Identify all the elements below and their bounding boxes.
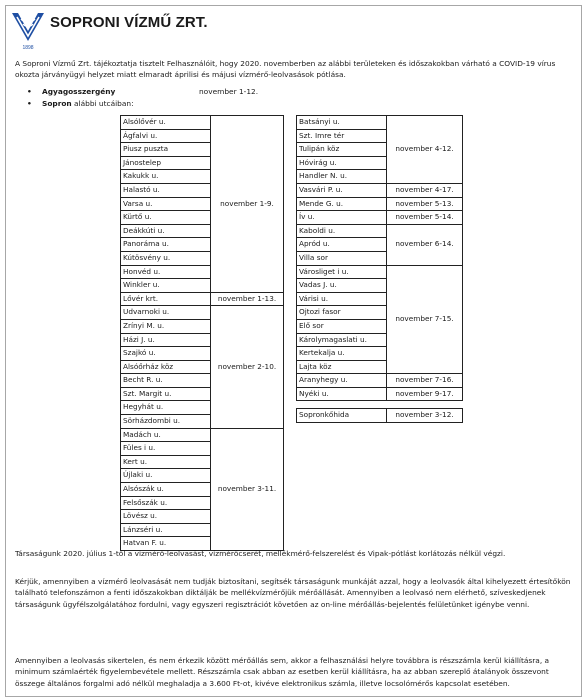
street-cell: Ágfalvi u. <box>121 129 211 143</box>
date-cell: november 7-15. <box>387 265 463 374</box>
street-cell: Zrínyi M. u. <box>121 319 211 333</box>
street-cell: Honvéd u. <box>121 265 211 279</box>
date-cell: november 4-12. <box>387 116 463 184</box>
street-cell: Winkler u. <box>121 279 211 293</box>
street-cell: Madách u. <box>121 428 211 442</box>
street-cell: Füles i u. <box>121 442 211 456</box>
date-cell: november 5-14. <box>387 211 463 225</box>
street-cell: Udvarnoki u. <box>121 306 211 320</box>
date-cell: november 5-13. <box>387 197 463 211</box>
street-cell: Városliget i u. <box>297 265 387 279</box>
table-row <box>121 116 284 130</box>
table-row <box>297 409 463 423</box>
company-logo <box>10 9 46 51</box>
bullet-label: Sopron <box>42 99 72 108</box>
street-cell: Apród u. <box>297 238 387 252</box>
table-row <box>297 374 463 388</box>
street-cell: Kert u. <box>121 455 211 469</box>
date-cell: november 1-13. <box>211 292 284 306</box>
bullet-label: Agyagosszergény <box>42 87 116 96</box>
intro-paragraph: A Soproni Vízmű Zrt. tájékoztatja tisztelt Felhasználóit, hogy 2020. novemberben az alábbi területeken és időszakokban várható a COVID-19 vírus okozta járványügyi helyzet miatt elmaradt áprilisi és májusi vízmérő-leolvasások pótlása. <box>15 59 556 80</box>
street-cell: Szt. Margit u. <box>121 387 211 401</box>
street-cell: Házi J. u. <box>121 333 211 347</box>
street-cell: Ív u. <box>297 211 387 225</box>
street-cell: Szt. Imre tér <box>297 129 387 143</box>
street-cell: Hóvirág u. <box>297 156 387 170</box>
right-street-table <box>296 115 463 423</box>
street-cell: Szajkó u. <box>121 347 211 361</box>
street-cell: Kertekalja u. <box>297 347 387 361</box>
table-row <box>121 428 284 442</box>
street-cell: Piusz puszta <box>121 143 211 157</box>
street-cell: Felsőszák u. <box>121 496 211 510</box>
street-cell: Kútösvény u. <box>121 251 211 265</box>
street-cell: Kürtő u. <box>121 211 211 225</box>
date-cell: november 1-9. <box>211 116 284 293</box>
table-row <box>297 387 463 401</box>
company-name: SOPRONI VÍZMŰ ZRT. <box>50 14 208 31</box>
paragraph-3: Amennyiben a leolvasás sikertelen, és nem érkezik között mérőállás sem, akkor a felhasználási helyre továbbra is részszámla kerül kiállításra, a minimum számlaérték figyelembevétele mellett. Részszámla csak abban az esetben kerül kiállításra, ha az abban szereplő átalányok összevont összege általános forgalmi adó nélkül meghaladja a 3.600 Ft-ot, kivéve elektronikus számla, illetve locsolómérős kapcsolat esetében. <box>15 656 550 688</box>
street-cell: Batsányi u. <box>297 116 387 130</box>
table-row <box>297 265 463 279</box>
bullet-suffix: alábbi utcáiban: <box>71 99 134 108</box>
street-cell: Elő sor <box>297 319 387 333</box>
date-cell: november 7-16. <box>387 374 463 388</box>
street-cell: Kaboldi u. <box>297 224 387 238</box>
street-cell: Tulipán köz <box>297 143 387 157</box>
street-cell: Handler N. u. <box>297 170 387 184</box>
table-row <box>121 292 284 306</box>
street-cell: Becht R. u. <box>121 374 211 388</box>
logo-year: 1898 <box>22 45 34 51</box>
street-cell: Vasvári P. u. <box>297 183 387 197</box>
street-cell: Lővér krt. <box>121 292 211 306</box>
table-row <box>297 183 463 197</box>
table-row <box>297 211 463 225</box>
street-cell: Hatvan F. u. <box>121 537 211 551</box>
table-gap <box>297 401 463 409</box>
street-cell: Villa sor <box>297 251 387 265</box>
table-row <box>297 224 463 238</box>
bullet-dot: • <box>27 87 32 96</box>
paragraph-2: Kérjük, amennyiben a vízmérő leolvasását nem tudják biztosítani, segítsék társaságunk munkáját azzal, hogy a leolvasók által kihelyezett értesítőkön található telefonszámon a fenti időszakokban diktálják be mellékvízmérőjük mérőállását. Amennyiben a leolvasó nem elérhető, szíveskedjenek társaságunk ügyfélszolgálatához fordulni, vagy egyszeri regisztrációt követően az on-line mérőállás-bejelentés felületünket igénybe venni. <box>15 577 571 609</box>
street-cell: Lánzséri u. <box>121 523 211 537</box>
date-cell: november 9-17. <box>387 387 463 401</box>
street-cell: Alsóőrház köz <box>121 360 211 374</box>
date-cell: november 3-11. <box>211 428 284 550</box>
street-cell: Károlymagaslati u. <box>297 333 387 347</box>
bullet-dot: • <box>27 99 32 108</box>
street-cell: Lajta köz <box>297 360 387 374</box>
street-cell: Sopronkőhida <box>297 409 387 423</box>
left-street-table <box>120 115 284 551</box>
street-cell: Vadas J. u. <box>297 279 387 293</box>
paragraph-1: Társaságunk 2020. július 1-től a vízmérő-leolvasást, vízmérőcserét, mellékmérő-felszerelést és Vipak-pótlást korlátozás nélkül végzi. <box>15 549 506 558</box>
street-cell: Deákkúti u. <box>121 224 211 238</box>
date-cell: november 2-10. <box>211 306 284 428</box>
bullet-date: november 1-12. <box>199 87 259 96</box>
date-cell: november 6-14. <box>387 224 463 265</box>
street-cell: Panoráma u. <box>121 238 211 252</box>
street-cell: Nyéki u. <box>297 387 387 401</box>
street-cell: Újlaki u. <box>121 469 211 483</box>
street-cell: Aranyhegy u. <box>297 374 387 388</box>
street-cell: Varsa u. <box>121 197 211 211</box>
street-cell: Alsólővér u. <box>121 116 211 130</box>
street-cell: Sörházdombi u. <box>121 415 211 429</box>
street-cell: Lövész u. <box>121 510 211 524</box>
street-cell: Halastó u. <box>121 183 211 197</box>
date-cell: november 4-17. <box>387 183 463 197</box>
street-cell: Várisi u. <box>297 292 387 306</box>
street-cell: Mende G. u. <box>297 197 387 211</box>
street-cell: Ojtozi fasor <box>297 306 387 320</box>
street-cell: Kakukk u. <box>121 170 211 184</box>
date-cell: november 3-12. <box>387 409 463 423</box>
street-cell: Alsószák u. <box>121 483 211 497</box>
table-row <box>297 116 463 130</box>
street-cell: Jánostelep <box>121 156 211 170</box>
street-cell: Hegyhát u. <box>121 401 211 415</box>
table-row <box>297 197 463 211</box>
table-row <box>121 306 284 320</box>
